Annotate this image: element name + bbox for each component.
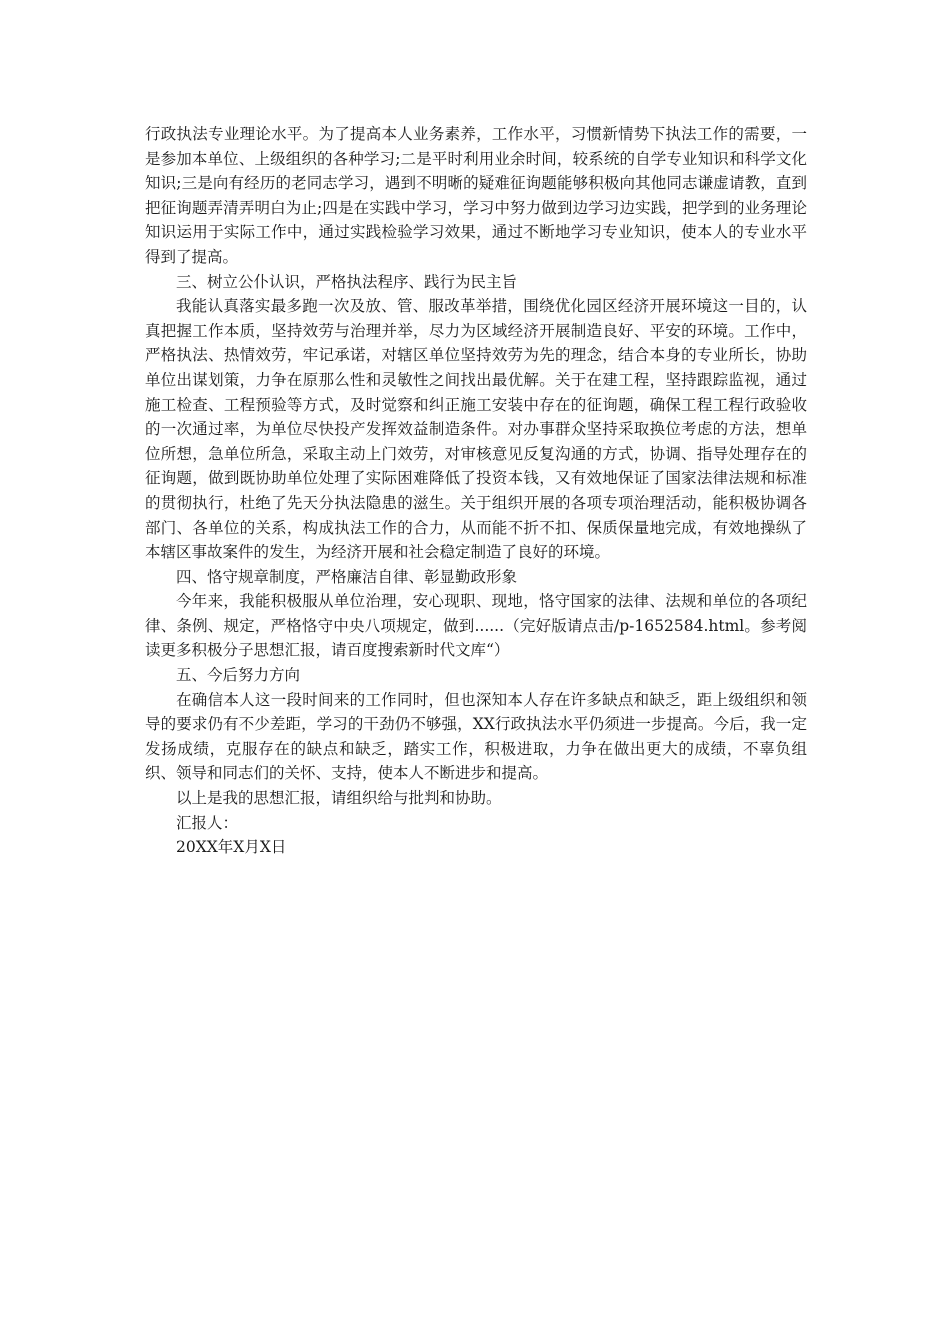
date-line: 20XX年X月X日 [176, 838, 287, 857]
section-heading: 三、树立公仆认识，严格执法程序、践行为民主旨 [176, 272, 518, 291]
body-paragraph: 行政执法专业理论水平。为了提高本人业务素养，工作水平，习惯新情势下执法工作的需要，一是参加本单位、上级组织的各种学习;二是平时利用业余时间，较系统的自学专业知识和科学文化知识;三是向有经历的老同志学习，遇到不明晰的疑难征询题能够积极向其他同志谦虚请教，直到把征询题弄清弄明白为止;四是在实践中学习，学习中努力做到边学习边实践，把学到的业务理论知识运用于实际工作中，通过实践检验学习效果，通过不断地学习专业知识，使本人的专业水平得到了提高。 [145, 125, 807, 266]
body-paragraph: 我能认真落实最多跑一次及放、管、服改革举措，围绕优化园区经济开展环境这一目的，认真把握工作本质，坚持效劳与治理并举，尽力为区域经济开展制造良好、平安的环境。工作中，严格执法、热情效劳，牢记承诺，对辖区单位坚持效劳为先的理念，结合本身的专业所长，协助单位出谋划策，力争在原那么性和灵敏性之间找出最优解。关于在建工程，坚持跟踪监视，通过施工检查、工程预验等方式，及时觉察和纠正施工安装中存在的征询题，确保工程工程行政验收的一次通过率，为单位尽快投产发挥效益制造条件。对办事群众坚持采取换位考虑的方法，想单位所想，急单位所急，采取主动上门效劳，对审核意见反复沟通的方式，协调、指导处理存在的征询题，做到既协助单位处理了实际困难降低了投资本钱，又有效地保证了国家法律法规和标准的贯彻执行，杜绝了先天分执法隐患的滋生。关于组织开展的各项专项治理活动，能积极协调各部门、各单位的关系，构成执法工作的合力，从而能不折不扣、保质保量地完成，有效地操纵了本辖区事故案件的发生，为经济开展和社会稳定制造了良好的环境。 [145, 297, 807, 562]
section-heading: 四、恪守规章制度，严格廉洁自律、彰显勤政形象 [176, 567, 518, 586]
closing-line: 以上是我的思想汇报，请组织给与批判和协助。 [176, 789, 502, 808]
signature-label: 汇报人： [176, 813, 239, 832]
body-paragraph: 今年来，我能积极服从单位治理，安心现职、现地，恪守国家的法律、法规和单位的各项纪律、条例、规定，严格恪守中央八项规定，做到......（完好版请点击/p-1652584.html。参考阅读更多积极分子思想汇报，请百度搜索新时代文库“） [145, 592, 807, 660]
body-paragraph: 在确信本人这一段时间来的工作同时，但也深知本人存在许多缺点和缺乏，距上级组织和领导的要求仍有不少差距，学习的干劲仍不够强，XX行政执法水平仍须进一步提高。今后，我一定发扬成绩，克服存在的缺点和缺乏，踏实工作，积极进取，力争在做出更大的成绩，不辜负组织、领导和同志们的关怀、支持，使本人不断进步和提高。 [145, 690, 807, 783]
section-heading: 五、今后努力方向 [176, 666, 301, 685]
document-body [145, 122, 807, 860]
